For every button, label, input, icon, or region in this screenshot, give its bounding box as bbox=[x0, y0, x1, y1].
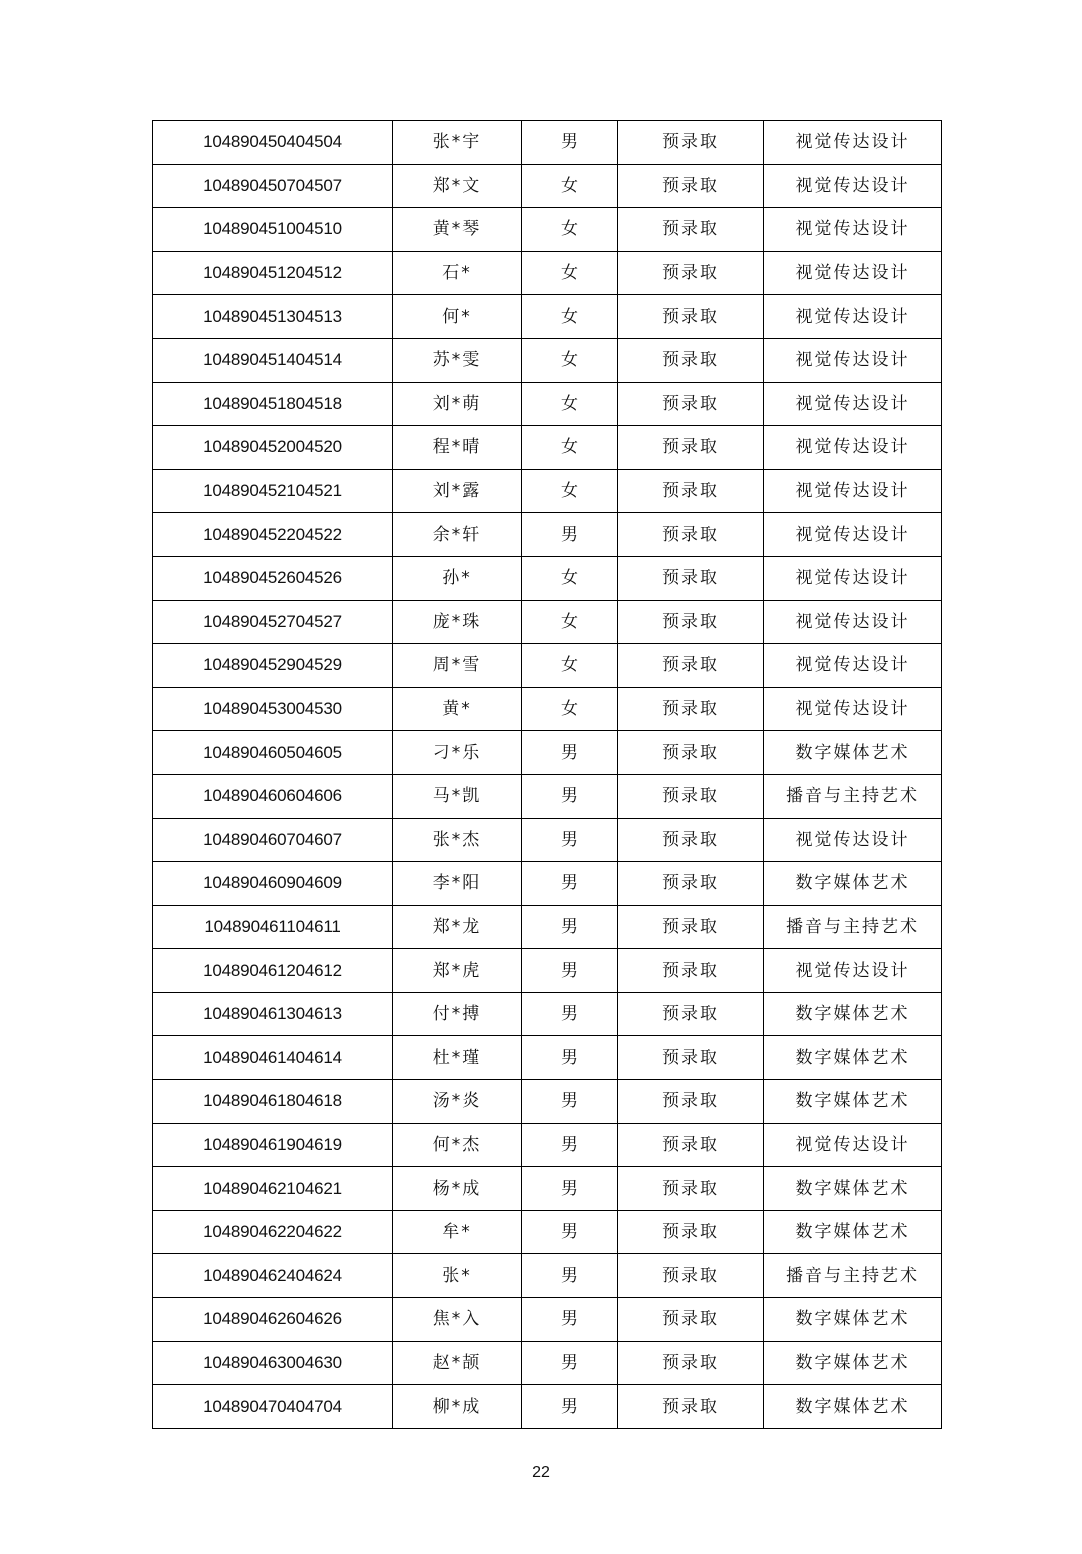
status-cell: 预录取 bbox=[618, 513, 764, 557]
major-cell: 视觉传达设计 bbox=[764, 338, 942, 382]
status-cell: 预录取 bbox=[618, 1298, 764, 1342]
major-cell: 数字媒体艺术 bbox=[764, 862, 942, 906]
candidate-name-cell: 庞*珠 bbox=[393, 600, 522, 644]
status-cell: 预录取 bbox=[618, 949, 764, 993]
candidate-id-cell: 104890462604626 bbox=[153, 1298, 393, 1342]
status-cell: 预录取 bbox=[618, 1210, 764, 1254]
gender-cell: 男 bbox=[522, 1385, 618, 1429]
major-cell: 视觉传达设计 bbox=[764, 1123, 942, 1167]
candidate-name-cell: 孙* bbox=[393, 556, 522, 600]
major-cell: 视觉传达设计 bbox=[764, 513, 942, 557]
candidate-id-cell: 104890452904529 bbox=[153, 644, 393, 688]
candidate-id-cell: 104890461404614 bbox=[153, 1036, 393, 1080]
status-cell: 预录取 bbox=[618, 818, 764, 862]
candidate-id-cell: 104890451304513 bbox=[153, 295, 393, 339]
candidate-name-cell: 牟* bbox=[393, 1210, 522, 1254]
gender-cell: 男 bbox=[522, 992, 618, 1036]
major-cell: 数字媒体艺术 bbox=[764, 1298, 942, 1342]
status-cell: 预录取 bbox=[618, 338, 764, 382]
table-row bbox=[153, 1254, 942, 1298]
gender-cell: 女 bbox=[522, 687, 618, 731]
major-cell: 视觉传达设计 bbox=[764, 644, 942, 688]
candidate-name-cell: 焦*入 bbox=[393, 1298, 522, 1342]
table-row bbox=[153, 600, 942, 644]
status-cell: 预录取 bbox=[618, 251, 764, 295]
status-cell: 预录取 bbox=[618, 1167, 764, 1211]
major-cell: 视觉传达设计 bbox=[764, 949, 942, 993]
table-row bbox=[153, 426, 942, 470]
major-cell: 数字媒体艺术 bbox=[764, 1036, 942, 1080]
candidate-id-cell: 104890463004630 bbox=[153, 1341, 393, 1385]
table-row bbox=[153, 1080, 942, 1124]
status-cell: 预录取 bbox=[618, 644, 764, 688]
table-row bbox=[153, 1036, 942, 1080]
major-cell: 视觉传达设计 bbox=[764, 469, 942, 513]
gender-cell: 男 bbox=[522, 949, 618, 993]
candidate-name-cell: 余*轩 bbox=[393, 513, 522, 557]
candidate-id-cell: 104890462404624 bbox=[153, 1254, 393, 1298]
gender-cell: 女 bbox=[522, 338, 618, 382]
major-cell: 视觉传达设计 bbox=[764, 295, 942, 339]
status-cell: 预录取 bbox=[618, 426, 764, 470]
candidate-name-cell: 李*阳 bbox=[393, 862, 522, 906]
gender-cell: 男 bbox=[522, 1123, 618, 1167]
table-row bbox=[153, 1210, 942, 1254]
status-cell: 预录取 bbox=[618, 1385, 764, 1429]
table-row bbox=[153, 382, 942, 426]
major-cell: 数字媒体艺术 bbox=[764, 1080, 942, 1124]
table-row bbox=[153, 1341, 942, 1385]
major-cell: 视觉传达设计 bbox=[764, 121, 942, 165]
status-cell: 预录取 bbox=[618, 774, 764, 818]
candidate-name-cell: 赵*颉 bbox=[393, 1341, 522, 1385]
gender-cell: 男 bbox=[522, 818, 618, 862]
candidate-id-cell: 104890461804618 bbox=[153, 1080, 393, 1124]
candidate-name-cell: 刁*乐 bbox=[393, 731, 522, 775]
gender-cell: 女 bbox=[522, 251, 618, 295]
table-row bbox=[153, 687, 942, 731]
table-row bbox=[153, 295, 942, 339]
table-row bbox=[153, 338, 942, 382]
table-row bbox=[153, 862, 942, 906]
status-cell: 预录取 bbox=[618, 208, 764, 252]
major-cell: 数字媒体艺术 bbox=[764, 1385, 942, 1429]
admission-table bbox=[152, 120, 942, 1429]
gender-cell: 男 bbox=[522, 1036, 618, 1080]
candidate-id-cell: 104890461304613 bbox=[153, 992, 393, 1036]
major-cell: 视觉传达设计 bbox=[764, 600, 942, 644]
table-row bbox=[153, 1167, 942, 1211]
candidate-name-cell: 刘*萌 bbox=[393, 382, 522, 426]
status-cell: 预录取 bbox=[618, 164, 764, 208]
table-row bbox=[153, 164, 942, 208]
candidate-id-cell: 104890462104621 bbox=[153, 1167, 393, 1211]
gender-cell: 女 bbox=[522, 164, 618, 208]
candidate-name-cell: 郑*龙 bbox=[393, 905, 522, 949]
candidate-id-cell: 104890461904619 bbox=[153, 1123, 393, 1167]
candidate-name-cell: 柳*成 bbox=[393, 1385, 522, 1429]
gender-cell: 女 bbox=[522, 426, 618, 470]
status-cell: 预录取 bbox=[618, 1080, 764, 1124]
major-cell: 视觉传达设计 bbox=[764, 251, 942, 295]
gender-cell: 女 bbox=[522, 600, 618, 644]
major-cell: 数字媒体艺术 bbox=[764, 1210, 942, 1254]
status-cell: 预录取 bbox=[618, 295, 764, 339]
table-row bbox=[153, 774, 942, 818]
candidate-name-cell: 张*宇 bbox=[393, 121, 522, 165]
status-cell: 预录取 bbox=[618, 731, 764, 775]
gender-cell: 女 bbox=[522, 469, 618, 513]
major-cell: 视觉传达设计 bbox=[764, 687, 942, 731]
status-cell: 预录取 bbox=[618, 1036, 764, 1080]
gender-cell: 男 bbox=[522, 1254, 618, 1298]
gender-cell: 女 bbox=[522, 208, 618, 252]
status-cell: 预录取 bbox=[618, 1341, 764, 1385]
major-cell: 播音与主持艺术 bbox=[764, 905, 942, 949]
gender-cell: 男 bbox=[522, 1341, 618, 1385]
candidate-id-cell: 104890452704527 bbox=[153, 600, 393, 644]
table-row bbox=[153, 905, 942, 949]
major-cell: 视觉传达设计 bbox=[764, 164, 942, 208]
candidate-id-cell: 104890451404514 bbox=[153, 338, 393, 382]
table-row bbox=[153, 556, 942, 600]
major-cell: 视觉传达设计 bbox=[764, 556, 942, 600]
candidate-name-cell: 马*凯 bbox=[393, 774, 522, 818]
gender-cell: 男 bbox=[522, 774, 618, 818]
status-cell: 预录取 bbox=[618, 1254, 764, 1298]
candidate-id-cell: 104890452104521 bbox=[153, 469, 393, 513]
major-cell: 视觉传达设计 bbox=[764, 818, 942, 862]
status-cell: 预录取 bbox=[618, 600, 764, 644]
gender-cell: 女 bbox=[522, 644, 618, 688]
status-cell: 预录取 bbox=[618, 905, 764, 949]
major-cell: 数字媒体艺术 bbox=[764, 992, 942, 1036]
candidate-name-cell: 何*杰 bbox=[393, 1123, 522, 1167]
candidate-id-cell: 104890453004530 bbox=[153, 687, 393, 731]
major-cell: 数字媒体艺术 bbox=[764, 1341, 942, 1385]
admission-table-body bbox=[153, 121, 942, 1429]
table-row bbox=[153, 251, 942, 295]
table-row bbox=[153, 731, 942, 775]
candidate-id-cell: 104890452004520 bbox=[153, 426, 393, 470]
candidate-name-cell: 汤*炎 bbox=[393, 1080, 522, 1124]
major-cell: 数字媒体艺术 bbox=[764, 731, 942, 775]
candidate-id-cell: 104890452604526 bbox=[153, 556, 393, 600]
status-cell: 预录取 bbox=[618, 687, 764, 731]
gender-cell: 男 bbox=[522, 1298, 618, 1342]
gender-cell: 男 bbox=[522, 1080, 618, 1124]
candidate-id-cell: 104890451204512 bbox=[153, 251, 393, 295]
candidate-id-cell: 104890460704607 bbox=[153, 818, 393, 862]
gender-cell: 男 bbox=[522, 731, 618, 775]
candidate-name-cell: 苏*雯 bbox=[393, 338, 522, 382]
candidate-id-cell: 104890451804518 bbox=[153, 382, 393, 426]
major-cell: 播音与主持艺术 bbox=[764, 774, 942, 818]
status-cell: 预录取 bbox=[618, 1123, 764, 1167]
page-number: 22 bbox=[532, 1464, 550, 1481]
candidate-id-cell: 104890461104611 bbox=[153, 905, 393, 949]
table-row bbox=[153, 949, 942, 993]
gender-cell: 男 bbox=[522, 121, 618, 165]
candidate-name-cell: 杨*成 bbox=[393, 1167, 522, 1211]
table-row bbox=[153, 818, 942, 862]
table-row bbox=[153, 513, 942, 557]
status-cell: 预录取 bbox=[618, 121, 764, 165]
candidate-id-cell: 104890452204522 bbox=[153, 513, 393, 557]
candidate-id-cell: 104890470404704 bbox=[153, 1385, 393, 1429]
gender-cell: 女 bbox=[522, 382, 618, 426]
candidate-name-cell: 周*雪 bbox=[393, 644, 522, 688]
table-row bbox=[153, 121, 942, 165]
major-cell: 视觉传达设计 bbox=[764, 208, 942, 252]
candidate-id-cell: 104890451004510 bbox=[153, 208, 393, 252]
candidate-id-cell: 104890460504605 bbox=[153, 731, 393, 775]
candidate-id-cell: 104890462204622 bbox=[153, 1210, 393, 1254]
candidate-id-cell: 104890450704507 bbox=[153, 164, 393, 208]
candidate-name-cell: 付*搏 bbox=[393, 992, 522, 1036]
status-cell: 预录取 bbox=[618, 382, 764, 426]
gender-cell: 男 bbox=[522, 905, 618, 949]
candidate-name-cell: 郑*文 bbox=[393, 164, 522, 208]
candidate-name-cell: 刘*露 bbox=[393, 469, 522, 513]
gender-cell: 男 bbox=[522, 862, 618, 906]
table-row bbox=[153, 644, 942, 688]
gender-cell: 男 bbox=[522, 513, 618, 557]
candidate-name-cell: 黄*琴 bbox=[393, 208, 522, 252]
candidate-name-cell: 张*杰 bbox=[393, 818, 522, 862]
candidate-id-cell: 104890460604606 bbox=[153, 774, 393, 818]
candidate-name-cell: 程*晴 bbox=[393, 426, 522, 470]
candidate-id-cell: 104890460904609 bbox=[153, 862, 393, 906]
gender-cell: 男 bbox=[522, 1210, 618, 1254]
gender-cell: 女 bbox=[522, 295, 618, 339]
table-row bbox=[153, 208, 942, 252]
status-cell: 预录取 bbox=[618, 992, 764, 1036]
table-row bbox=[153, 992, 942, 1036]
candidate-name-cell: 张* bbox=[393, 1254, 522, 1298]
candidate-name-cell: 黄* bbox=[393, 687, 522, 731]
candidate-id-cell: 104890461204612 bbox=[153, 949, 393, 993]
table-row bbox=[153, 1298, 942, 1342]
major-cell: 播音与主持艺术 bbox=[764, 1254, 942, 1298]
major-cell: 数字媒体艺术 bbox=[764, 1167, 942, 1211]
status-cell: 预录取 bbox=[618, 862, 764, 906]
candidate-name-cell: 郑*虎 bbox=[393, 949, 522, 993]
gender-cell: 女 bbox=[522, 556, 618, 600]
table-row bbox=[153, 1385, 942, 1429]
status-cell: 预录取 bbox=[618, 469, 764, 513]
table-row bbox=[153, 469, 942, 513]
status-cell: 预录取 bbox=[618, 556, 764, 600]
table-row bbox=[153, 1123, 942, 1167]
candidate-name-cell: 何* bbox=[393, 295, 522, 339]
major-cell: 视觉传达设计 bbox=[764, 426, 942, 470]
candidate-name-cell: 杜*瑾 bbox=[393, 1036, 522, 1080]
candidate-id-cell: 104890450404504 bbox=[153, 121, 393, 165]
candidate-name-cell: 石* bbox=[393, 251, 522, 295]
major-cell: 视觉传达设计 bbox=[764, 382, 942, 426]
gender-cell: 男 bbox=[522, 1167, 618, 1211]
